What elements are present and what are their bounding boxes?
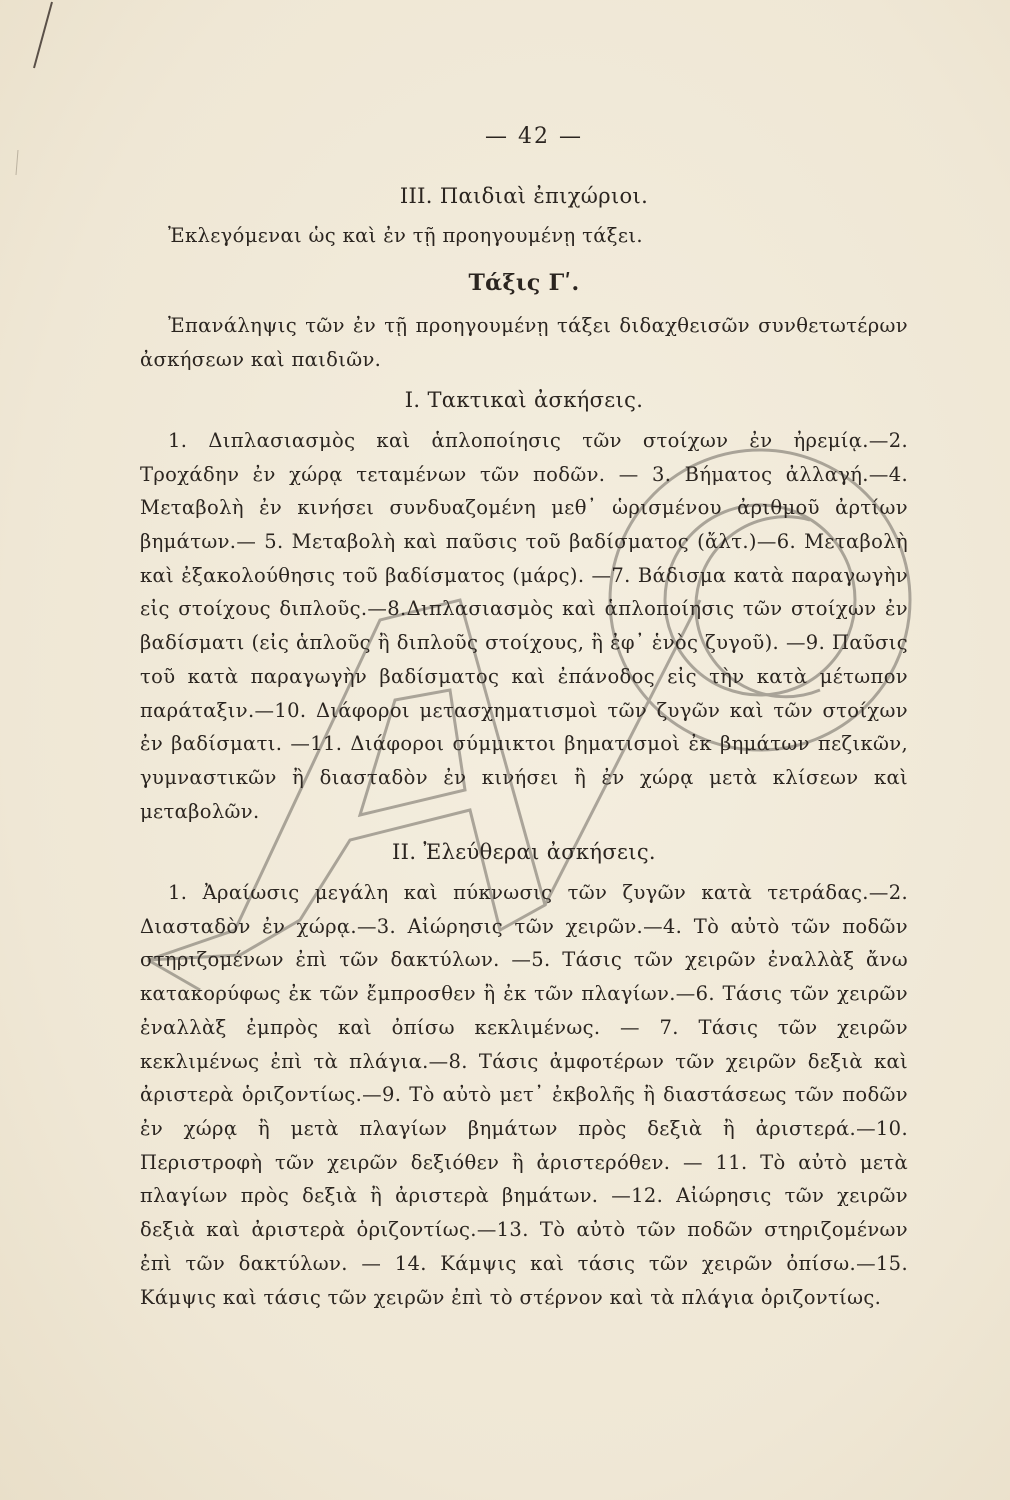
section-ii-heading: II. Ἐλεύθεραι ἀσκήσεις. [392,840,656,865]
page-number: — 42 — [485,124,583,149]
text-body [140,120,908,1314]
class-heading: Τάξις Γʹ. [468,270,580,297]
class-intro: Ἐπανάληψις τῶν ἐν τῇ προηγουμένῃ τάξει διδαχθεισῶν συνθετωτέρων ἀσκήσεων καὶ παιδιῶν. [140,313,908,371]
section-ii-text: 1. Ἀραίωσις μεγάλη καὶ πύκνωσις τῶν ζυγῶν κατὰ τετράδας.—2. Διασταδὸν ἐν χώρᾳ.—3. Αἰώρησις τῶν χειρῶν.—4. Τὸ αὐτὸ τῶν ποδῶν στηριζομένων ἐπὶ τῶν δακτύλων. —5. Τάσις τῶν χειρῶν ἐναλλὰξ ἄνω κατακορύφως ἐκ τῶν ἔμπροσθεν ἢ ἐκ τῶν πλαγίων.—6. Τάσις τῶν χειρῶν ἐναλλὰξ ἐμπρὸς καὶ ὀπίσω κεκλιμένως. — 7. Τάσις τῶν χειρῶν κεκλιμένως ἐπὶ τὰ πλάγια.—8. Τάσις ἀμφοτέρων τῶν χειρῶν δεξιὰ καὶ ἀριστερὰ ὁριζοντίως.—9. Τὸ αὐτὸ μετ᾽ ἐκβολῆς ἢ διαστάσεως τῶν ποδῶν ἐν χώρᾳ ἢ μετὰ πλαγίων βημάτων πρὸς δεξιὰ ἢ ἀριστερά.—10. Περιστροφὴ τῶν χειρῶν δεξιόθεν ἢ ἀριστερόθεν. — 11. Τὸ αὐτὸ μετὰ πλαγίων πρὸς δεξιὰ ἢ ἀριστερὰ βημάτων. —12. Αἰώρησις τῶν χειρῶν δεξιὰ καὶ ἀριστερὰ ὁριζοντίως.—13. Τὸ αὐτὸ τῶν ποδῶν στηριζομένων ἐπὶ τῶν δακτύλων. — 14. Κάμψις καὶ τάσις τῶν χειρῶν ὀπίσω.—15. Κάμψις καὶ τάσις τῶν χειρῶν ἐπὶ τὸ στέρνον καὶ τὰ πλάγια ὁριζοντίως. [140,881,908,1309]
section-i-heading: I. Τακτικαὶ ἀσκήσεις. [404,388,644,413]
section-i-text: 1. Διπλασιασμὸς καὶ ἁπλοποίησις τῶν στοίχων ἐν ἠρεμίᾳ.—2. Τροχάδην ἐν χώρᾳ τεταμένων τῶν ποδῶν. — 3. Βήματος ἀλλαγή.—4. Μεταβολὴ ἐν κινήσει συνδυαζομένη μεθ᾽ ὡρισμένου ἀριθμοῦ ἀρτίων βημάτων.— 5. Μεταβολὴ καὶ παῦσις τοῦ βαδίσματος (ἄλτ.)—6. Μεταβολὴ καὶ ἐξακολούθησις τοῦ βαδίσματος (μάρς). —7. Βάδισμα κατὰ παραγωγὴν εἰς στοίχους διπλοῦς.—8.Διπλασιασμὸς καὶ ἁπλοποίησις τῶν στοίχων ἐν βαδίσματι (εἰς ἁπλοῦς ἢ διπλοῦς στοίχους, ἢ ἐφ᾽ ἑνὸς ζυγοῦ). —9. Παῦσις τοῦ κατὰ παραγωγὴν βαδίσματος καὶ ἐπάνοδος εἰς τὴν κατὰ μέτωπον παράταξιν.—10. Διάφοροι μετασχηματισμοὶ τῶν ζυγῶν καὶ τῶν στοίχων ἐν βαδίσματι. —11. Διάφοροι σύμμικτοι βηματισμοὶ ἐκ βημάτων πεζικῶν, γυμναστικῶν ἢ διασταδὸν ἐν κινήσει ἢ ἐν χώρᾳ μετὰ κλίσεων καὶ μεταβολῶν. [140,428,908,823]
section-iii-text: Ἐκλεγόμεναι ὡς καὶ ἐν τῇ προηγουμένῃ τάξει. [168,224,643,248]
section-iii-heading: III. Παιδιαὶ ἐπιχώριοι. [399,183,649,208]
